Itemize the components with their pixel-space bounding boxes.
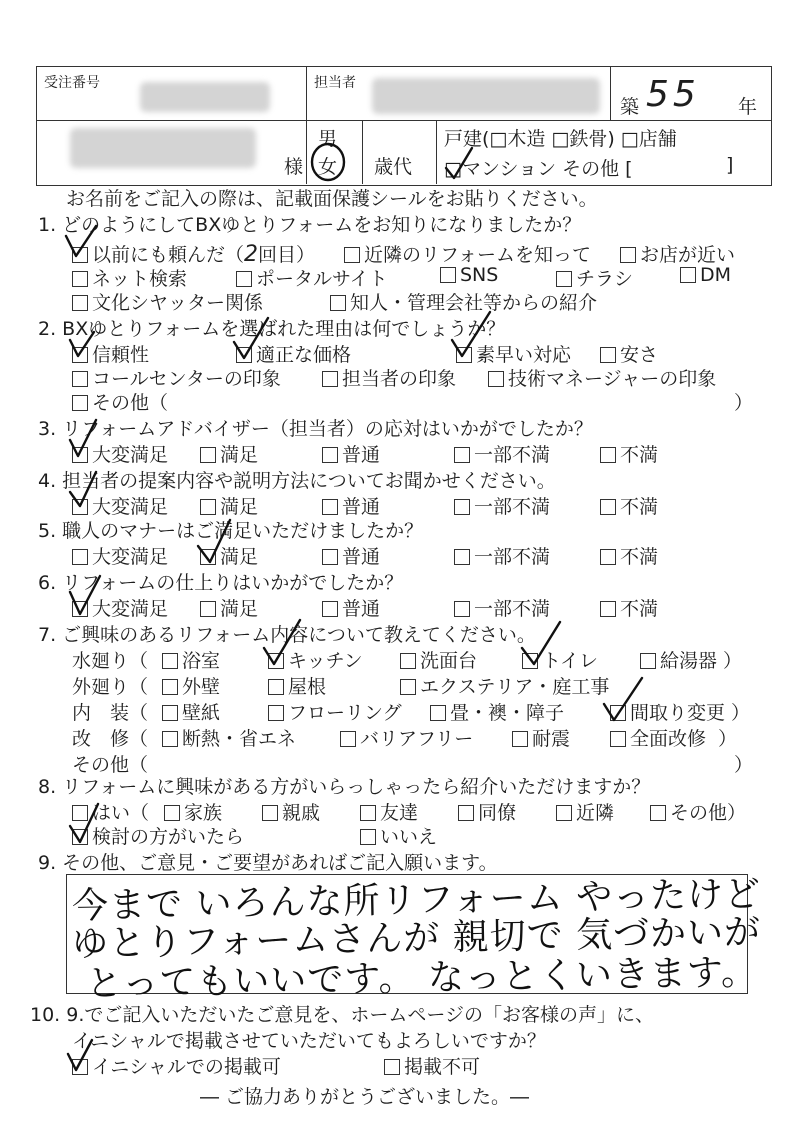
q10-title-line2: イニシャルで掲載させていただいてもよろしいですか？ [72, 1030, 546, 1052]
q9-title: 9. その他、ご意見・ご要望があればご記入願います。 [38, 852, 498, 874]
age-label: 歳代 [374, 156, 413, 178]
q2-option-speed[interactable]: 素早い対応 [456, 340, 571, 367]
q10-ok-check-mark [68, 1040, 92, 1070]
gender-male: 男 [318, 128, 338, 150]
q7-layout-check-mark [604, 678, 642, 720]
q4-rating-option[interactable]: 不満 [600, 492, 658, 519]
q8-no[interactable]: いいえ [360, 822, 437, 849]
repeat-count: 2 [244, 242, 259, 267]
q6-very-satisfied-check-mark [70, 576, 100, 614]
q2-speed-check-mark [452, 312, 490, 356]
q1-option-bunka[interactable]: 文化シヤッター関係 [72, 288, 263, 315]
q2-option-staff[interactable]: 担当者の印象 [322, 364, 456, 391]
q1-option-neighbor[interactable]: 近隣のリフォームを知って [344, 240, 591, 267]
q7-water-kitchen[interactable]: キッチン [268, 646, 363, 673]
q4-rating-option[interactable]: 満足 [200, 492, 258, 519]
built-label: 築 [620, 96, 640, 118]
q6-rating-option[interactable]: 不満 [600, 594, 658, 621]
q3-rating-option[interactable]: 普通 [322, 440, 380, 467]
q2-trust-check-mark [70, 332, 94, 356]
notice: お名前をご記入の際は、記載面保護シールをお貼りください。 [66, 188, 598, 210]
q7-toilet-check-mark [522, 622, 560, 664]
q2-option-trust[interactable]: 信頼性 [72, 340, 149, 367]
q6-rating-option[interactable]: 満足 [200, 594, 258, 621]
q4-title: 4. 担当者の提案内容や説明方法についてお聞かせください。 [38, 470, 556, 492]
q3-rating-option[interactable]: 満足 [200, 440, 258, 467]
house-type-line2: □マンション その他 [ [444, 158, 633, 180]
q7-inner-layout[interactable]: 間取り変更 ） [610, 698, 750, 725]
q6-rating-option[interactable]: 一部不満 [454, 594, 550, 621]
q5-rating-option[interactable]: 大変満足 [72, 542, 168, 569]
q9-answer-line1: 今まで いろんな所リフォーム やったけど [71, 873, 762, 928]
mansion-check-mark [446, 148, 472, 178]
q8-friends[interactable]: 友達 [360, 798, 418, 825]
q7-reno-barrierfree[interactable]: バリアフリー [340, 724, 473, 751]
q7-other-label: その他（ [72, 754, 149, 776]
q2-option-tech[interactable]: 技術マネージャーの印象 [488, 364, 716, 391]
q7-water-heater[interactable]: 給湯器 ） [640, 646, 742, 673]
q7-outer-exterior[interactable]: エクステリア・庭工事 [400, 672, 609, 699]
footer-thanks: ― ご協力ありがとうございました。― [200, 1086, 530, 1108]
q7-other-close: ） [734, 754, 754, 776]
q8-relatives[interactable]: 親戚 [262, 798, 320, 825]
q1-option-dm[interactable]: DM [680, 264, 731, 286]
q8-title: 8. リフォームに興味がある方がいらっしゃったら紹介いただけますか？ [38, 776, 651, 798]
q7-inner-wallpaper[interactable]: 壁紙 [162, 698, 220, 725]
honorific: 様 [284, 156, 304, 178]
q4-rating-option[interactable]: 一部不満 [454, 492, 550, 519]
q5-rating-option[interactable]: 不満 [600, 542, 658, 569]
order-no-label: 受注番号 [44, 75, 100, 91]
q5-title: 5. 職人のマナーはご満足いただけましたか？ [38, 520, 424, 542]
q6-rating-option[interactable]: 普通 [322, 594, 380, 621]
q2-option-other[interactable]: その他（ [72, 388, 168, 415]
q5-rating-option[interactable]: 満足 [200, 542, 258, 569]
q2-title: 2. BXゆとりフォームを選ばれた理由は何でしょうか？ [38, 318, 506, 340]
q7-reno-full[interactable]: 全面改修 ） [610, 724, 737, 751]
q2-option-price[interactable]: 適正な価格 [236, 340, 351, 367]
q1-repeat-check-mark [66, 226, 96, 256]
q1-option-referral[interactable]: 知人・管理会社等からの紹介 [330, 288, 597, 315]
q3-very-satisfied-check-mark [70, 420, 96, 456]
female-circle-mark [312, 144, 344, 180]
q8-colleagues[interactable]: 同僚 [458, 798, 516, 825]
q7-water-label: 水廻り（ [72, 650, 149, 672]
q6-rating-option[interactable]: 大変満足 [72, 594, 168, 621]
q3-rating-option[interactable]: 不満 [600, 440, 658, 467]
q8-neighbors[interactable]: 近隣 [556, 798, 614, 825]
house-type-close: ] [726, 154, 734, 176]
q1-title: 1. どのようにしてBXゆとりフォームをお知りになりましたか？ [38, 214, 582, 236]
q8-consider-check-mark [70, 804, 98, 842]
q7-reno-label: 改 修（ [72, 728, 149, 750]
q10-title-line1: 10. 9.でご記入いただいたご意見を、ホームページの「お客様の声」に、 [30, 1004, 655, 1026]
q7-inner-label: 内 装（ [72, 702, 149, 724]
q7-outer-wall[interactable]: 外壁 [162, 672, 220, 699]
q8-consider[interactable]: 検討の方がいたら [72, 822, 244, 849]
q6-title: 6. リフォームの仕上りはいかがでしたか？ [38, 572, 404, 594]
q7-inner-flooring[interactable]: フローリング [268, 698, 402, 725]
q1-option-flyer[interactable]: チラシ [556, 264, 633, 291]
q5-satisfied-check-mark [198, 520, 230, 562]
q7-title: 7. ご興味のあるリフォーム内容について教えてください。 [38, 624, 536, 646]
year-unit: 年 [738, 96, 758, 118]
q3-title: 3. リフォームアドバイザー（担当者）の応対はいかがでしたか？ [38, 418, 593, 440]
staff-label: 担当者 [314, 75, 356, 91]
q2-option-cheap[interactable]: 安さ [600, 340, 658, 367]
q4-rating-option[interactable]: 大変満足 [72, 492, 168, 519]
q8-other[interactable]: その他） [650, 798, 746, 825]
q1-option-portal[interactable]: ポータルサイト [236, 264, 388, 291]
built-years: 55 [646, 74, 700, 115]
q1-option-net[interactable]: ネット検索 [72, 264, 187, 291]
q5-rating-option[interactable]: 一部不満 [454, 542, 550, 569]
q8-yes[interactable]: はい（ [72, 798, 149, 825]
q8-family[interactable]: 家族 [164, 798, 222, 825]
q2-price-check-mark [234, 318, 268, 358]
gender-female: 女 [318, 156, 338, 178]
q4-rating-option[interactable]: 普通 [322, 492, 380, 519]
q1-option-sns[interactable]: SNS [440, 264, 498, 286]
q10-ok[interactable]: イニシャルでの掲載可 [72, 1052, 281, 1079]
q2-option-callcenter[interactable]: コールセンターの印象 [72, 364, 281, 391]
q7-water-bath[interactable]: 浴室 [162, 646, 220, 673]
q3-rating-option[interactable]: 一部不満 [454, 440, 550, 467]
q7-kitchen-check-mark [264, 620, 300, 664]
q3-rating-option[interactable]: 大変満足 [72, 440, 168, 467]
q7-water-washbasin[interactable]: 洗面台 [400, 646, 477, 673]
q5-rating-option[interactable]: 普通 [322, 542, 380, 569]
q7-outer-roof[interactable]: 屋根 [268, 672, 326, 699]
q7-reno-insulation[interactable]: 断熱・省エネ [162, 724, 296, 751]
q10-ng[interactable]: 掲載不可 [384, 1052, 480, 1079]
q1-option-repeat[interactable]: 以前にも頼んだ（2回目） [72, 240, 315, 267]
q7-water-toilet[interactable]: トイレ [522, 646, 598, 673]
q4-very-satisfied-check-mark [70, 472, 96, 506]
q7-outer-label: 外廻り（ [72, 676, 149, 698]
q7-inner-tatami[interactable]: 畳・襖・障子 [430, 698, 564, 725]
q9-answer-line2: ゆとりフォームさんが 親切で 気づかいが [71, 911, 762, 966]
q7-reno-seismic[interactable]: 耐震 [512, 724, 570, 751]
q9-answer-line3: とってもいいです。 なっとくいきます。 [85, 952, 759, 1005]
house-type-line1: 戸建(□木造 □鉄骨) □店舗 [444, 128, 677, 150]
q2-other-close: ） [734, 392, 754, 414]
q1-option-near-shop[interactable]: お店が近い [620, 240, 735, 267]
